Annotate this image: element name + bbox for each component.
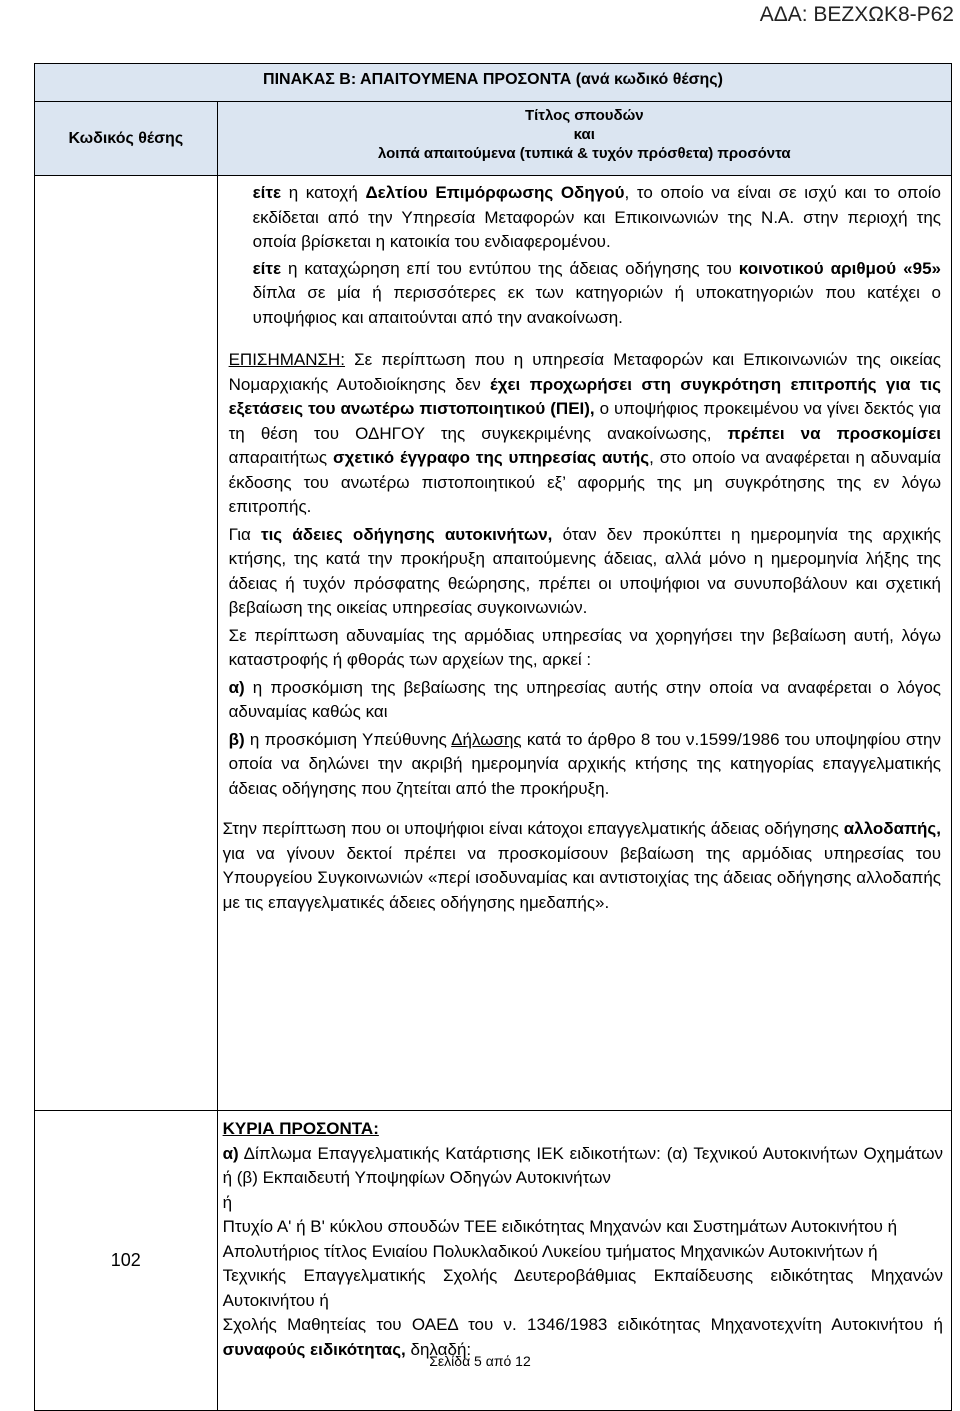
- ada-code: ΑΔΑ: ΒΕΖΧΩΚ8-Ρ62: [759, 3, 954, 26]
- licenses-paragraph: Για τις άδειες οδήγησης αυτοκινήτων, όταν δεν προκύπτει η ημερομηνία της αρχικής κτήσης, της κατά την προκήρυξη απαιτούμενης άδειας, αλλά μόνο η ημερομηνία λήξης της άδειας ή τυχόν πρόσφατης θεώρησης, πρέπει οι υποψήφιοι να συνυποβάλουν και σχετική βεβαίωση της οικείας υπηρεσίας συγκοινωνιών.: [228, 524, 942, 617]
- dek-paragraph: είτε η κατοχή Δελτίου Επιμόρφωσης Οδηγού, το οποίο να είναι σε ισχύ και το οποίο εκδίδεται από την Υπηρεσία Μεταφορών και Επικοινωνιών της Ν.Α. στην περιοχή της οποία βρίσκεται η κατοικία του ενδιαφερομένου.: [252, 183, 941, 251]
- table-header-row: [35, 102, 952, 176]
- note-paragraph: ΕΠΙΣΗΜΑΝΣΗ: Σε περίπτωση που η υπηρεσία Μεταφορών και Επικοινωνιών της οικείας Νομαρχιακής Αυτοδιοίκησης δεν έχει προχωρήσει στη συγκρότηση επιτροπής για τις εξετάσεις του ανωτέρω πιστοποιητικού (ΠΕΙ), ο υποψήφιος προκειμένου να γίνει δεκτός για τη θέση του ΟΔΗΓΟΥ της συγκεκριμένης ανακοίνωσης, πρέπει να προσκομίσει απαραιτήτως σχετικό έγγραφο της υπηρεσίας αυτής, στο οποίο να αναφέρεται η αδυναμία έκδοσης του ανωτέρω πιστοποιητικού εξ’ αφορμής της μη συγκρότησης της εν λόγω επιτροπής.: [228, 350, 941, 516]
- continuation-text-cell: [217, 176, 951, 1111]
- column-header-line: Τίτλος σπουδών: [524, 107, 644, 124]
- continuation-row: [35, 176, 952, 1111]
- column-header-description: [217, 102, 951, 176]
- inability-paragraph: Σε περίπτωση αδυναμίας της αρμόδιας υπηρεσίας να χορηγήσει την βεβαίωση αυτή, λόγω καταστροφής ή φθοράς των αρχείων της, αρκεί :: [228, 625, 941, 669]
- column-header-line: λοιπά απαιτούμενα (τυπικά & τυχόν πρόσθετα) προσόντα: [377, 145, 791, 162]
- tee-line: Πτυχίο Α' ή Β' κύκλου σπουδών ΤΕΕ ειδικότητας Μηχανών και Συστημάτων Αυτοκινήτου ή: [222, 1217, 898, 1236]
- column-header-line: και: [573, 126, 595, 143]
- beta-paragraph: β) η προσκόμιση Υπεύθυνης Δήλωσης κατά το άρθρο 8 του ν.1599/1986 του υποψηφίου στην οποία να δηλώνει την ακριβή ημερομηνία αρχικής κτήσης της κατηγορίας επαγγελματικής άδειας οδήγησης που ζητείται από the προκήρυξη.: [228, 729, 941, 798]
- iek-line: α) Δίπλωμα Επαγγελματικής Κατάρτισης ΙΕΚ ειδικοτήτων: (α) Τεχνικού Αυτοκινήτων Οχημάτων ή (β) Εκπαιδευτή Υποψηφίων Οδηγών Αυτοκινήτων: [222, 1143, 943, 1187]
- abroad-paragraph: Στην περίπτωση που οι υποψήφιοι είναι κάτοχοι επαγγελματικής άδειας οδήγησης αλλοδαπής, για να γίνουν δεκτοί πρέπει να προσκομίσουν βεβαίωση της αρμόδιας υπηρεσίας του Υπουργείου Συγκοινωνιών «περί ισοδυναμίας και αντιστοιχίας της άδειας οδήγησης αλλοδαπής με τις επαγγελματικές άδειες οδήγησης ημεδαπής».: [222, 819, 941, 912]
- main-qualifications-title: ΚΥΡΙΑ ΠΡΟΣΟΝΤΑ:: [222, 1119, 379, 1138]
- code-95-paragraph: είτε η καταχώρηση επί του εντύπου της άδειας οδήγησης του κοινοτικού αριθμού «95» δίπλα σε μία ή περισσότερες εκ των κατηγοριών ή υποκατηγοριών που κατέχει ο υποψήφιος και απαιτούνται από την ανακοίνωση.: [252, 258, 941, 327]
- table-title: ΠΙΝΑΚΑΣ Β: ΑΠΑΙΤΟΥΜΕΝΑ ΠΡΟΣΟΝΤΑ (ανά κωδικό θέσης): [35, 64, 952, 102]
- lyceum-line: Απολυτήριος τίτλος Ενιαίου Πολυκλαδικού Λυκείου τμήματος Μηχανικών Αυτοκινήτων ή: [222, 1241, 878, 1261]
- requirements-table: [34, 63, 952, 1411]
- oaed-line: Σχολής Μαθητείας του ΟΑΕΔ του ν. 1346/1983 ειδικότητας Μηχανοτεχνίτη Αυτοκινήτου ή συναφούς ειδικότητας, δηλαδή:: [222, 1315, 943, 1359]
- alpha-paragraph: α) η προσκόμιση της βεβαίωσης της υπηρεσίας αυτής στην οποία να αναφέρεται ο λόγος αδυναμίας καθώς και: [228, 677, 941, 721]
- tes-line: Τεχνικής Επαγγελματικής Σχολής Δευτεροβάθμιας Εκπαίδευσης ειδικότητας Μηχανών Αυτοκινήτου ή: [222, 1266, 943, 1310]
- column-header-code: Κωδικός θέσης: [35, 102, 218, 176]
- position-code: 102: [35, 1111, 218, 1411]
- page-number: Σελίδα 5 από 12: [429, 1353, 531, 1369]
- continuation-code-cell: [35, 176, 218, 1111]
- note-block: [229, 348, 941, 801]
- or-line: ή: [222, 1192, 233, 1212]
- table-title-row: [35, 64, 952, 102]
